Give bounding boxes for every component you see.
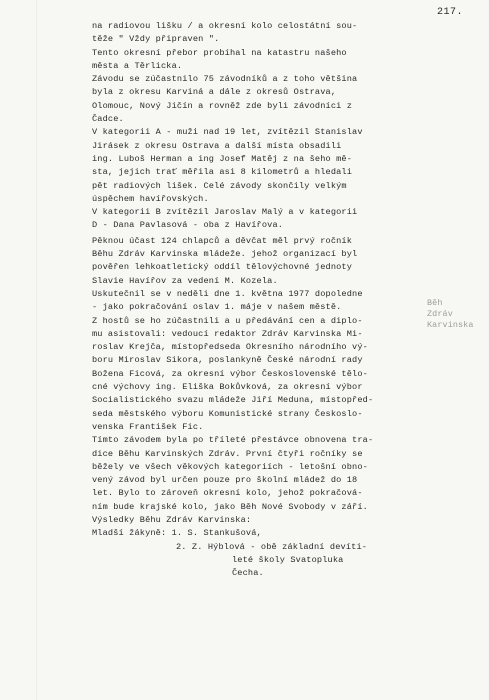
text-line: Slavie Havířov za vedení M. Kozela. [92, 275, 278, 286]
text-line: Jirásek z okresu Ostrava a další místa obsadili [92, 140, 342, 151]
text-line: seda městského výboru Komunistické strany Českoslo- [92, 408, 363, 419]
text-line: leté školy Svatopluka [232, 554, 344, 565]
text-line: pověřen lehkoatletický oddíl tělovýchovné jednoty [92, 262, 353, 273]
margin-note-line: Zdráv [427, 309, 453, 319]
text-line: Tento okresní přebor probíhal na katastru našeho [92, 47, 347, 58]
margin-note-line: Karvinska [427, 320, 474, 330]
text-line: - jako pokračování oslav 1. máje v našem městě. [92, 302, 342, 313]
text-line: V kategorii A - muži nad 19 let, zvítězil Stanislav [92, 127, 363, 138]
text-line: Závodu se zúčastnilo 75 závodníků a z toho většina [92, 74, 358, 85]
text-line: běžely ve všech věkových kategoriích - letošní obno- [92, 461, 368, 472]
text-line: Výsledky Běhu Zdráv Karvinska: [92, 514, 252, 525]
text-line: cné výchovy ing. Eliška Bokůvková, za okresní výbor [92, 382, 363, 393]
text-line: sta, jejich trať měřila asi 8 kilometrů a hledali [92, 167, 353, 178]
text-line: ing. Luboš Herman a ing Josef Matěj z na šeho mě- [92, 153, 353, 164]
text-line: let. Bylo to zároveň okresní kolo, jehož pokračová- [92, 488, 363, 499]
text-line: Uskutečnil se v neděli dne 1. května 1977 dopoledne [92, 288, 363, 299]
text-line: Běhu Zdráv Karvinska mládeže. jehož organizací byl [92, 249, 358, 260]
text-line: V kategorii B zvítězil Jaroslav Malý a v kategorii [92, 207, 358, 218]
text-line: vený závod byl určen pouze pro školní mládež do 18 [92, 475, 358, 486]
text-line: města a Těrlicka. [92, 60, 183, 71]
text-line: Olomouc, Nový Jičín a rovněž zde byli závodníci z [92, 100, 353, 111]
margin-note-line: Běh [427, 298, 443, 308]
text-line: Z hostů se ho zúčastnili a u předávání cen a diplo- [92, 315, 363, 326]
text-line: ním bude krajské kolo, jako Běh Nové Svobody v září. [92, 501, 368, 512]
text-line: venska František Fic. [92, 421, 204, 432]
text-line: Mladší žákyně: 1. S. Stankušová, [92, 528, 262, 539]
text-line: Čecha. [232, 568, 264, 579]
text-line: Socialistického svazu mládeže Jiří Meduna, místopřed- [92, 395, 374, 406]
text-line: úspěchem havířovských. [92, 193, 209, 204]
text-line: Pěknou účast 124 chlapců a děvčat měl prvý ročník [92, 235, 353, 246]
text-line: Čadce. [92, 114, 124, 125]
text-line: mu asistovali: vedoucí redaktor Zdráv Karvinska Mi- [92, 328, 363, 339]
text-line: dice Běhu Karvinských Zdráv. První čtyři ročníky se [92, 448, 363, 459]
margin-note [427, 298, 487, 331]
text-line: byla z okresu Karviná a dále z okresů Ostrava, [92, 87, 337, 98]
text-line: roslav Krejča, místopředseda Okresního národního vý- [92, 342, 368, 353]
text-line: na radiovou lišku / a okresní kolo celostátní sou- [92, 21, 358, 31]
text-line: těže " Vždy připraven ". [92, 34, 220, 45]
text-line: Božena Ficová, za okresní výbor Československé tělo- [92, 368, 368, 379]
text-line: D - Dana Pavlasová - oba z Havířova. [92, 220, 284, 231]
text-line: 2. Z. Hýblová - obě základní devíti- [176, 541, 368, 552]
text-line: Tímto závodem byla po tříleté přestávce obnovena tra- [92, 435, 374, 446]
scan-edge [36, 0, 37, 700]
text-line: boru Miroslav Sikora, poslankyně České národní rady [92, 355, 363, 366]
page-number: 217. [437, 7, 464, 18]
typewritten-text [92, 20, 410, 580]
text-line: pět radiových lišek. Celé závody skončily velkým [92, 180, 347, 191]
